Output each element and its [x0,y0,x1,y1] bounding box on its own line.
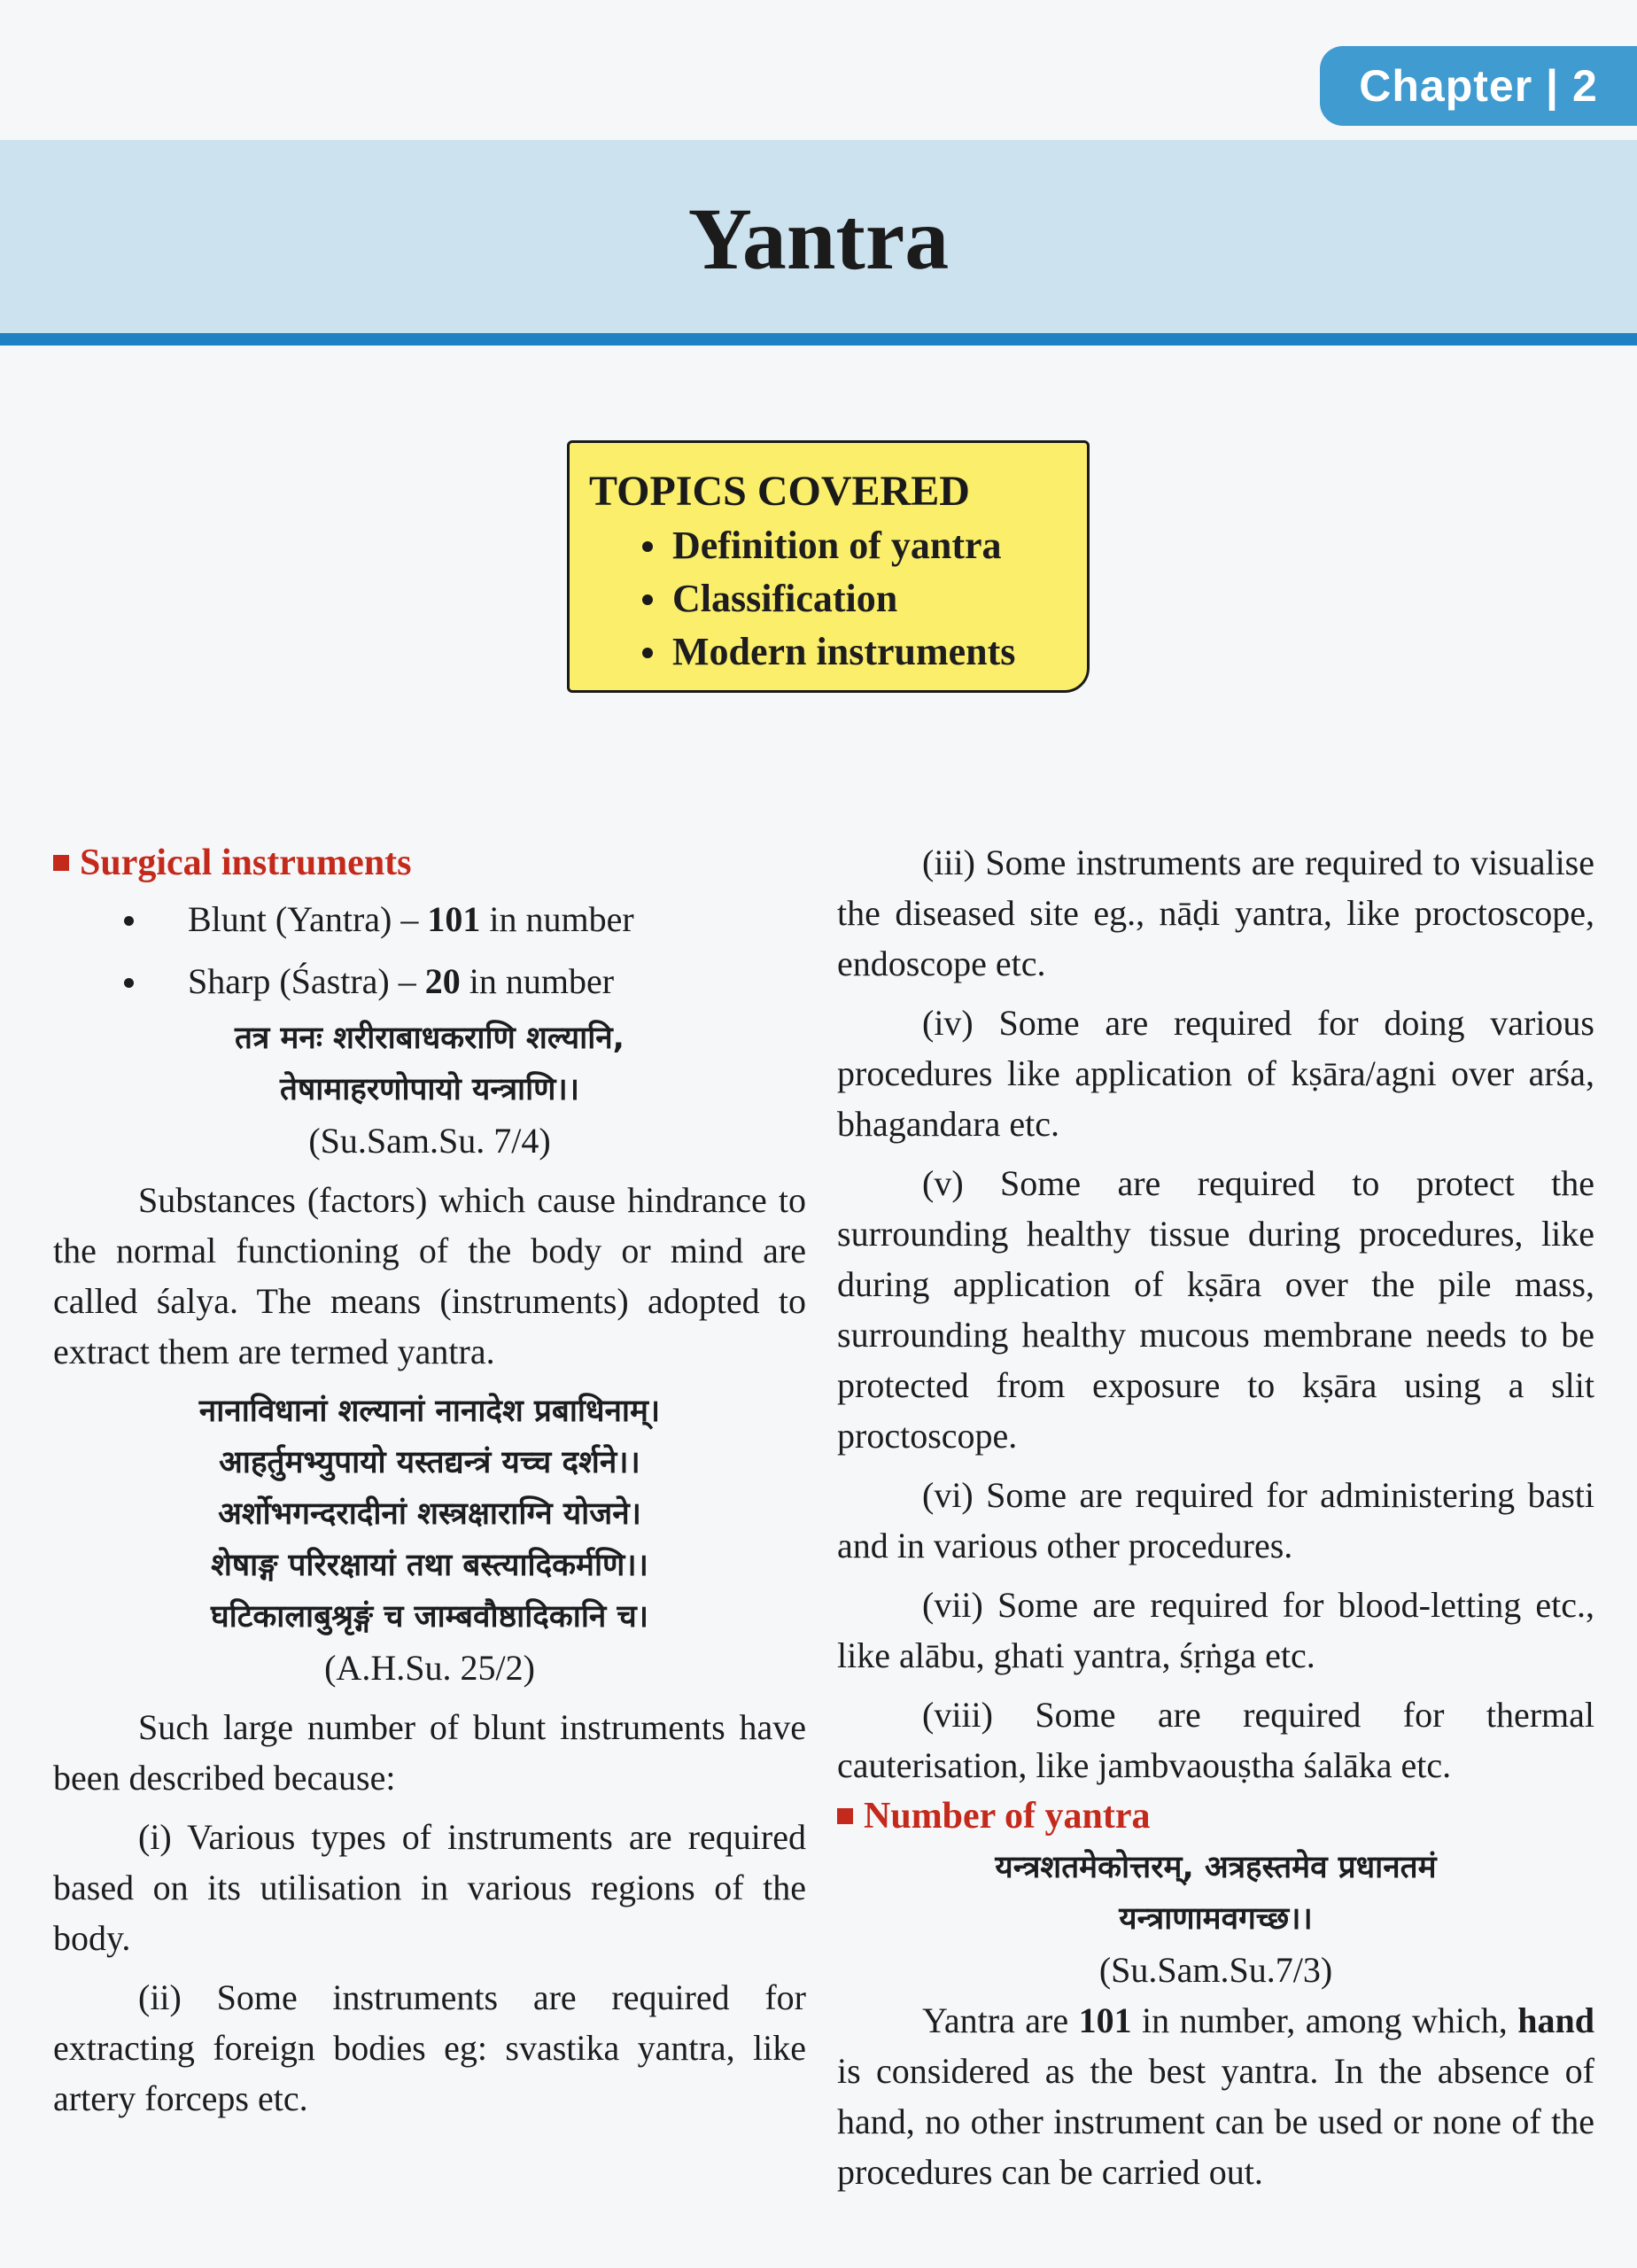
reference: (A.H.Su. 25/2) [324,1648,535,1688]
sanskrit-verse: यन्त्राणामवगच्छ।। [1119,1901,1313,1937]
topics-covered-box [567,440,1090,693]
bullet-blunt: Blunt (Yantra) – 101 in number [53,889,806,951]
paragraph: (viii) Some are required for thermal cauterisation, like jambvaouṣtha śalāka etc. [837,1695,1594,1785]
topic-item: Definition of yantra [589,519,1069,572]
paragraph: Yantra are 101 in number, among which, hand is considered as the best yantra. In the absence of hand, no other instrument can be used or none of the procedures can be carried out. [837,2000,1594,2192]
sanskrit-verse: यन्त्रशतमेकोत्तरम्, अत्रहस्तमेव प्रधानतमं [995,1850,1437,1885]
bullet-icon [642,541,653,552]
topics-list [589,519,1069,679]
chapter-label: Chapter | 2 [1320,46,1637,126]
sanskrit-verse: घटिकालाबुश्रृङ्गं च जाम्बवौष्ठादिकानि च। [210,1599,648,1635]
reference: (Su.Sam.Su.7/3) [1098,1950,1333,1990]
paragraph: (i) Various types of instruments are required based on its utilisation in various regions of the body. [53,1817,806,1958]
paragraph: (vi) Some are required for administering basti and in various other procedures. [837,1475,1594,1565]
topic-item: Classification [589,572,1069,625]
topic-item: Modern instruments [589,625,1069,679]
square-bullet-icon [53,855,69,871]
paragraph: (iv) Some are required for doing various procedures like application of kṣāra/agni over arśa, bhagandara etc. [837,1003,1594,1144]
section-heading-number-of-yantra: Number of yantra [837,1790,1594,1842]
title-rule [0,333,1637,346]
bullet-icon [124,916,134,926]
bullet-icon [642,648,653,658]
paragraph: (ii) Some instruments are required for extracting foreign bodies eg: svastika yantra, like artery forceps etc. [53,1977,806,2118]
square-bullet-icon [837,1808,853,1824]
topics-heading: TOPICS COVERED [589,468,970,515]
chapter-title: Yantra [687,190,950,288]
sanskrit-verse: तत्र मनः शरीराबाधकराणि शल्यानि, [235,1021,625,1056]
paragraph: (vii) Some are required for blood-letting etc., like alābu, ghati yantra, śṛṅga etc. [837,1585,1594,1675]
left-column [53,837,806,2124]
sanskrit-verse: नानाविधानां शल्यानां नानादेश प्रबाधिनाम्। [198,1394,661,1429]
right-column [837,837,1594,2197]
paragraph: (iii) Some instruments are required to visualise the diseased site eg., nāḍi yantra, like proctoscope, endoscope etc. [837,843,1594,983]
sanskrit-verse: तेषामाहरणोपायो यन्त्राणि।। [280,1072,579,1107]
paragraph: (v) Some are required to protect the surrounding healthy tissue during procedures, like during application of kṣāra over the pile mass, surrounding healthy mucous membrane needs to be protected from exposure to kṣāra using a slit proctoscope. [837,1163,1594,1456]
reference: (Su.Sam.Su. 7/4) [308,1121,551,1161]
bullet-icon [642,594,653,605]
paragraph: Substances (factors) which cause hindrance to the normal functioning of the body or mind are called śalya. The means (instruments) adopted to extract them are termed yantra. [53,1180,806,1371]
section-heading-surgical-instruments: Surgical instruments [53,837,806,889]
sanskrit-verse: शेषाङ्ग परिरक्षायां तथा बस्त्यादिकर्मणि।। [211,1548,648,1583]
bullet-sharp: Sharp (Śastra) – 20 in number [53,951,806,1013]
sanskrit-verse: अर्शोभगन्दरादीनां शस्त्रक्षाराग्नि योजने। [218,1496,641,1532]
paragraph: Such large number of blunt instruments have been described because: [53,1707,806,1798]
bullet-icon [124,978,134,988]
sanskrit-verse: आहर्तुमभ्युपायो यस्तद्यन्त्रं यच्च दर्शने।। [219,1445,640,1480]
